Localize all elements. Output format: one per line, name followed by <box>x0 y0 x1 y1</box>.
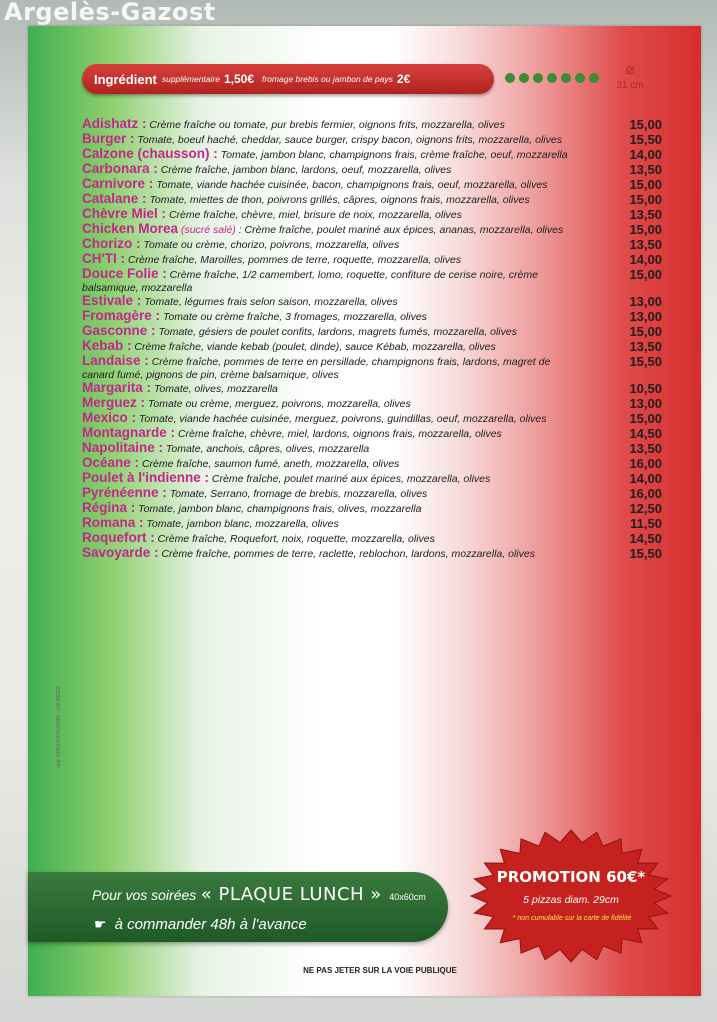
menu-item-text <box>82 502 582 515</box>
menu-item <box>82 502 662 516</box>
lunch-order-line <box>94 916 307 933</box>
menu-item-text <box>82 340 582 353</box>
menu-item <box>82 178 662 192</box>
pizza-menu-list <box>82 118 662 562</box>
pizza-price: 14,00 <box>629 471 662 486</box>
pizza-price: 13,00 <box>629 396 662 411</box>
menu-item-text <box>82 178 582 191</box>
pizza-description: : Crème fraîche, poulet mariné aux épices, ananas, mozzarella, olives <box>235 224 564 236</box>
pizza-price: 15,00 <box>629 117 662 132</box>
pizza-price: 15,00 <box>629 267 662 282</box>
menu-item <box>82 238 662 252</box>
pizza-price: 15,50 <box>629 132 662 147</box>
menu-item-text <box>82 397 582 410</box>
menu-item <box>82 268 662 294</box>
menu-item <box>82 118 662 132</box>
pizza-name: Landaise : <box>82 353 149 368</box>
menu-item-text <box>82 547 582 560</box>
pizza-description: Crème fraîche, saumon fumé, aneth, mozzarella, olives <box>139 458 400 470</box>
diameter-label: 31 cm <box>616 80 644 91</box>
pizza-description: Tomate, anchois, câpres, olives, mozzarella <box>163 443 370 455</box>
menu-item <box>82 340 662 354</box>
pointing-hand-icon: ☛ <box>94 916 107 932</box>
menu-item <box>82 325 662 339</box>
lunch-size: 40x60cm <box>389 892 426 902</box>
pizza-name: Estivale : <box>82 293 142 308</box>
pizza-description: Tomate, jambon blanc, mozzarella, olives <box>143 518 339 530</box>
pizza-name: Savoyarde : <box>82 545 159 560</box>
menu-item <box>82 412 662 426</box>
menu-item <box>82 148 662 162</box>
menu-item <box>82 133 662 147</box>
pizza-name: Adishatz : <box>82 116 147 131</box>
extra-price: 2€ <box>396 72 411 86</box>
pizza-price: 14,50 <box>629 426 662 441</box>
pizza-description: Tomate, gésiers de poulet confits, lardons, magrets fumés, mozzarella, olives <box>155 326 517 338</box>
menu-item-text <box>82 310 582 323</box>
menu-item <box>82 382 662 396</box>
pizza-price: 14,00 <box>629 147 662 162</box>
menu-item <box>82 547 662 561</box>
decorative-dots <box>505 73 599 83</box>
pizza-description: Crème fraîche, chèvre, miel, brisure de noix, mozzarella, olives <box>166 209 462 221</box>
lunch-prefix: Pour vos soirées <box>92 887 197 903</box>
pizza-price: 15,50 <box>629 354 662 369</box>
pizza-name: Romana : <box>82 515 144 530</box>
pizza-description: Tomate, miettes de thon, poivrons grillés, câpres, oignons frais, mozzarella, olives <box>146 194 530 206</box>
pizza-name: Roquefort : <box>82 530 155 545</box>
promotion-note: * non cumulable sur la carte de fidélité <box>512 915 632 922</box>
pizza-name: CH'TI : <box>82 251 125 266</box>
menu-item-text <box>82 148 582 161</box>
menu-item-text <box>82 325 582 338</box>
pizza-price: 13,50 <box>629 441 662 456</box>
diameter-icon: ⌀ <box>625 61 635 78</box>
menu-item <box>82 310 662 324</box>
menu-item-text <box>82 442 582 455</box>
pizza-price: 15,00 <box>629 411 662 426</box>
menu-item <box>82 532 662 546</box>
pizza-price: 15,50 <box>629 546 662 561</box>
pizza-price: 14,00 <box>629 252 662 267</box>
menu-item <box>82 397 662 411</box>
extra-label: fromage brebis ou jambon de pays <box>262 74 393 84</box>
pizza-name: Burger : <box>82 131 135 146</box>
menu-item <box>82 427 662 441</box>
pizza-description: Tomate, olives, mozzarella <box>151 383 278 395</box>
pizza-price: 15,00 <box>629 192 662 207</box>
dot-icon <box>561 73 571 83</box>
pizza-description: Crème fraîche, chèvre, miel, lardons, oignons frais, mozzarella, olives <box>175 428 502 440</box>
menu-item-text <box>82 355 582 381</box>
promotion-title: PROMOTION 60€* <box>496 868 646 886</box>
menu-item <box>82 163 662 177</box>
menu-item <box>82 295 662 309</box>
menu-item-text <box>82 208 582 221</box>
pizza-description: Tomate, boeuf haché, cheddar, sauce burger, crispy bacon, oignons frits, mozzarella, olives <box>134 134 562 146</box>
pizza-name: Kebab : <box>82 338 132 353</box>
supplement-label: supplémentaire <box>161 74 220 84</box>
menu-item-text <box>82 223 582 236</box>
menu-item <box>82 208 662 222</box>
pizza-description: Tomate, Serrano, fromage de brebis, mozzarella, olives <box>166 488 428 500</box>
supplement-price: 1,50€ <box>223 72 254 86</box>
pizza-name: Douce Folie : <box>82 266 167 281</box>
pizza-price: 13,00 <box>629 294 662 309</box>
pizza-name: Napolitaine : <box>82 440 164 455</box>
menu-item <box>82 487 662 501</box>
pizza-name: Merguez : <box>82 395 146 410</box>
menu-item <box>82 253 662 267</box>
pizza-price: 13,50 <box>629 339 662 354</box>
pizza-price: 15,00 <box>629 324 662 339</box>
pizza-price: 11,50 <box>630 516 662 531</box>
pizza-name: Poulet à l'indienne : <box>82 470 209 485</box>
pizza-price: 16,00 <box>629 486 662 501</box>
menu-item-text <box>82 133 582 146</box>
menu-item-text <box>82 238 582 251</box>
menu-item <box>82 517 662 531</box>
pizza-name: Carbonara : <box>82 161 158 176</box>
menu-item-text <box>82 382 582 395</box>
menu-item-text <box>82 253 582 266</box>
pizza-name: Margarita : <box>82 380 152 395</box>
menu-item-text <box>82 193 582 206</box>
pizza-description: Crème fraîche ou tomate, pur brebis fermier, oignons frits, mozzarella, olives <box>146 119 505 131</box>
pizza-description: Crème fraîche, poulet mariné aux épices, mozzarella, olives <box>208 473 491 485</box>
menu-item-text <box>82 295 582 308</box>
pizza-price: 15,00 <box>629 222 662 237</box>
location-watermark: Argelès-Gazost <box>4 0 216 26</box>
pizza-description: Crème fraîche, jambon blanc, lardons, oeuf, mozzarella, olives <box>157 164 452 176</box>
menu-item-text <box>82 427 582 440</box>
pizza-description: Crème fraîche, pommes de terre, raclette, reblochon, lardons, mozzarella, olives <box>158 548 535 560</box>
menu-item-text <box>82 268 582 294</box>
pizza-price: 14,50 <box>629 531 662 546</box>
ingredient-title: Ingrédient <box>94 71 157 87</box>
menu-item-text <box>82 457 582 470</box>
promotion-subtitle: 5 pizzas diam. 29cm <box>523 894 619 906</box>
promotion-badge <box>466 826 676 966</box>
printer-credit: réal. EPAG DIFFUSION - LOURDES <box>56 686 62 768</box>
menu-item-text <box>82 487 582 500</box>
menu-item-text <box>82 118 582 131</box>
pizza-description: Crème fraîche, Maroilles, pommes de terre, roquette, mozzarella, olives <box>124 254 462 266</box>
pizza-description: Tomate ou crème, merguez, poivrons, mozzarella, olives <box>145 398 411 410</box>
dot-icon <box>533 73 543 83</box>
pizza-description: Tomate, légumes frais selon saison, mozzarella, olives <box>141 296 398 308</box>
menu-item <box>82 442 662 456</box>
pizza-description: Tomate, viande hachée cuisinée, bacon, champignons frais, oeuf, mozzarella, olives <box>153 179 548 191</box>
pizza-description: Tomate, jambon blanc, champignons frais, crème fraîche, oeuf, mozzarella <box>217 149 568 161</box>
pizza-name: Montagnarde : <box>82 425 175 440</box>
menu-item <box>82 472 662 486</box>
pizza-name: Chèvre Miel : <box>82 206 167 221</box>
pizza-description: Crème fraîche, Roquefort, noix, roquette, mozzarella, olives <box>154 533 435 545</box>
lunch-headline <box>92 884 426 905</box>
menu-item <box>82 355 662 381</box>
lunch-title: « PLAQUE LUNCH » <box>200 884 382 905</box>
dot-icon <box>547 73 557 83</box>
pizza-price: 15,00 <box>629 177 662 192</box>
pizza-price: 10,50 <box>629 381 662 396</box>
menu-item <box>82 223 662 237</box>
ingredient-supplement-bar <box>82 64 494 94</box>
pizza-description: Tomate, jambon blanc, champignons frais, olives, mozzarella <box>135 503 422 515</box>
pizza-name: Océane : <box>82 455 140 470</box>
dot-icon <box>505 73 515 83</box>
pizza-description: Tomate ou crème fraîche, 3 fromages, mozzarella, olives <box>160 311 427 323</box>
dot-icon <box>575 73 585 83</box>
pizza-description: Tomate, viande hachée cuisinée, merguez, poivrons, guindillas, oeuf, mozzarella, olives <box>136 413 547 425</box>
pizza-price: 13,50 <box>629 162 662 177</box>
pizza-price: 13,50 <box>629 207 662 222</box>
plaque-lunch-banner <box>28 872 448 942</box>
menu-item-text <box>82 163 582 176</box>
pizza-description: Tomate ou crème, chorizo, poivrons, mozzarella, olives <box>140 239 400 251</box>
pizza-name: Calzone (chausson) : <box>82 146 218 161</box>
pizza-price: 13,50 <box>629 237 662 252</box>
pizza-description: Crème fraîche, viande kebab (poulet, dinde), sauce Kébab, mozzarella, olives <box>131 341 496 353</box>
pizza-name: Mexico : <box>82 410 137 425</box>
pizza-name: Pyrénéenne : <box>82 485 167 500</box>
menu-item-text <box>82 517 582 530</box>
menu-item <box>82 457 662 471</box>
pizza-note: (sucré salé) <box>178 224 236 236</box>
menu-item-text <box>82 532 582 545</box>
lunch-order-text: à commander 48h à l'avance <box>114 916 307 933</box>
pizza-name: Carnivore : <box>82 176 154 191</box>
pizza-description: Crème fraîche, 1/2 camembert, lomo, roquette, confiture de cerise noire, crème balsamique, mozzarella <box>82 269 538 294</box>
pizza-name: Catalane : <box>82 191 147 206</box>
pizza-name: Gasconne : <box>82 323 156 338</box>
footer-note: NE PAS JETER SUR LA VOIE PUBLIQUE <box>303 966 457 975</box>
pizza-price: 13,00 <box>629 309 662 324</box>
menu-item-text <box>82 472 582 485</box>
menu-item <box>82 193 662 207</box>
pizza-name: Fromagère : <box>82 308 161 323</box>
pizza-name: Chicken Morea <box>82 221 179 236</box>
pizza-price: 12,50 <box>629 501 662 516</box>
pizza-price: 16,00 <box>629 456 662 471</box>
dot-icon <box>519 73 529 83</box>
menu-item-text <box>82 412 582 425</box>
pizza-name: Chorizo : <box>82 236 141 251</box>
pizza-name: Régina : <box>82 500 136 515</box>
dot-icon <box>589 73 599 83</box>
pizza-description: Crème fraîche, pommes de terre en persillade, champignons frais, lardons, magret de canard fumé, pignons de pin, crème balsamique, olives <box>82 356 551 381</box>
